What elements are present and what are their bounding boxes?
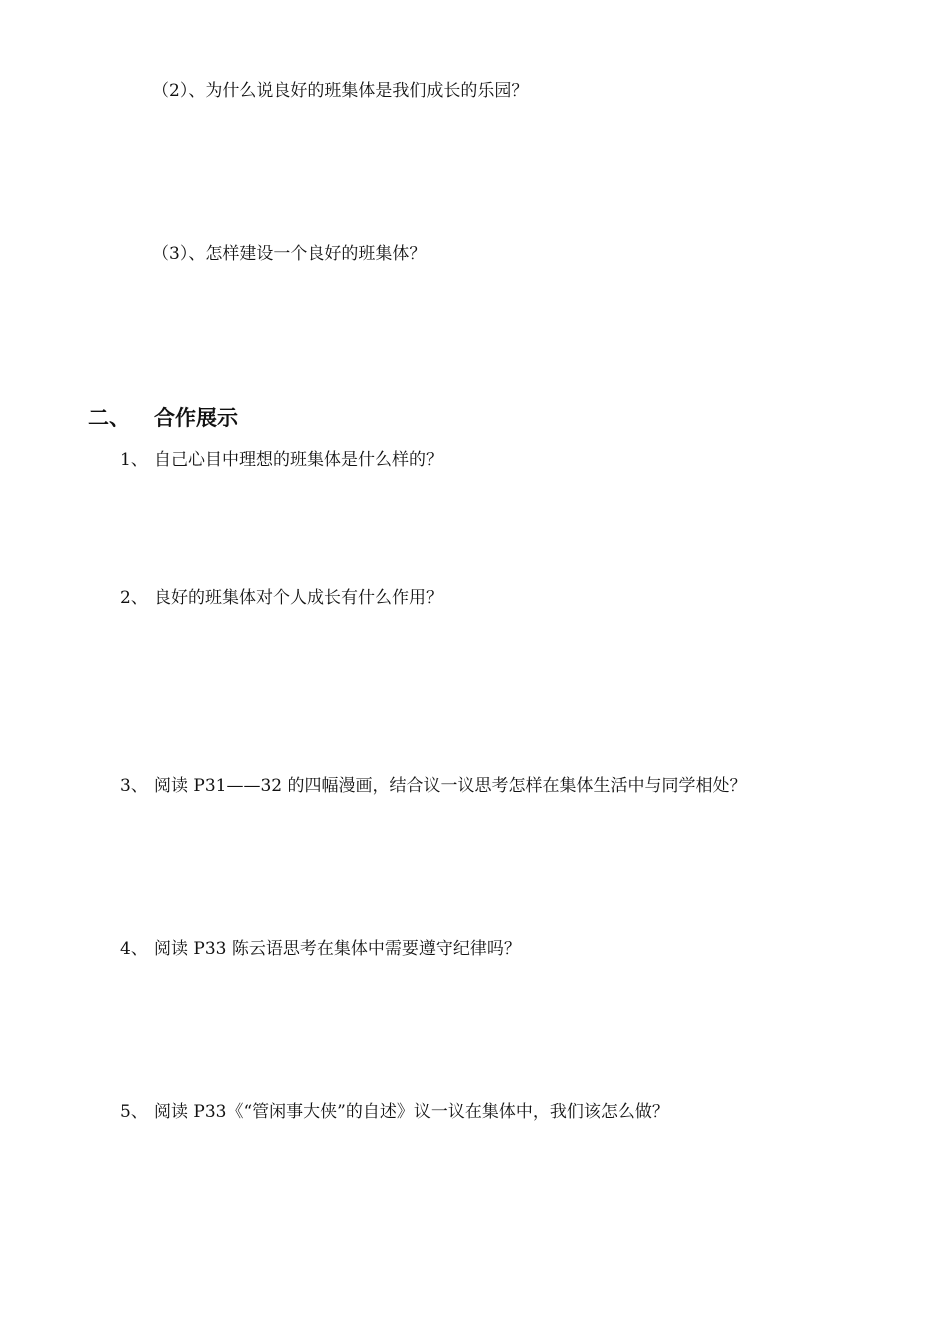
sub-question-label: （2）、: [152, 81, 206, 101]
question-number: 5、: [120, 1102, 148, 1122]
question-3: [120, 775, 747, 797]
sub-question-text: 为什么说良好的班集体是我们成长的乐园？: [205, 81, 529, 101]
question-1: [120, 449, 443, 471]
question-number: 3、: [120, 776, 148, 796]
question-number: 4、: [120, 939, 148, 959]
question-2: [120, 587, 443, 609]
question-text: 阅读 P33 陈云语思考在集体中需要遵守纪律吗？: [154, 939, 521, 959]
sub-question-2: [152, 80, 528, 102]
question-text: 自己心目中理想的班集体是什么样的？: [154, 450, 443, 470]
question-number: 1、: [120, 450, 148, 470]
question-text: 阅读 P31——32 的四幅漫画，结合议一议思考怎样在集体生活中与同学相处？: [154, 776, 747, 796]
question-text: 良好的班集体对个人成长有什么作用？: [154, 588, 443, 608]
section-title: 合作展示: [154, 406, 238, 430]
question-text: 阅读 P33《“管闲事大侠”的自述》议一议在集体中，我们该怎么做？: [154, 1102, 669, 1122]
section-number: 二、: [88, 406, 130, 430]
sub-question-label: （3）、: [152, 244, 206, 264]
question-number: 2、: [120, 588, 148, 608]
section-heading: [88, 405, 238, 431]
sub-question-text: 怎样建设一个良好的班集体？: [205, 244, 427, 264]
sub-question-3: [152, 243, 426, 265]
question-5: [120, 1101, 669, 1123]
question-4: [120, 938, 521, 960]
